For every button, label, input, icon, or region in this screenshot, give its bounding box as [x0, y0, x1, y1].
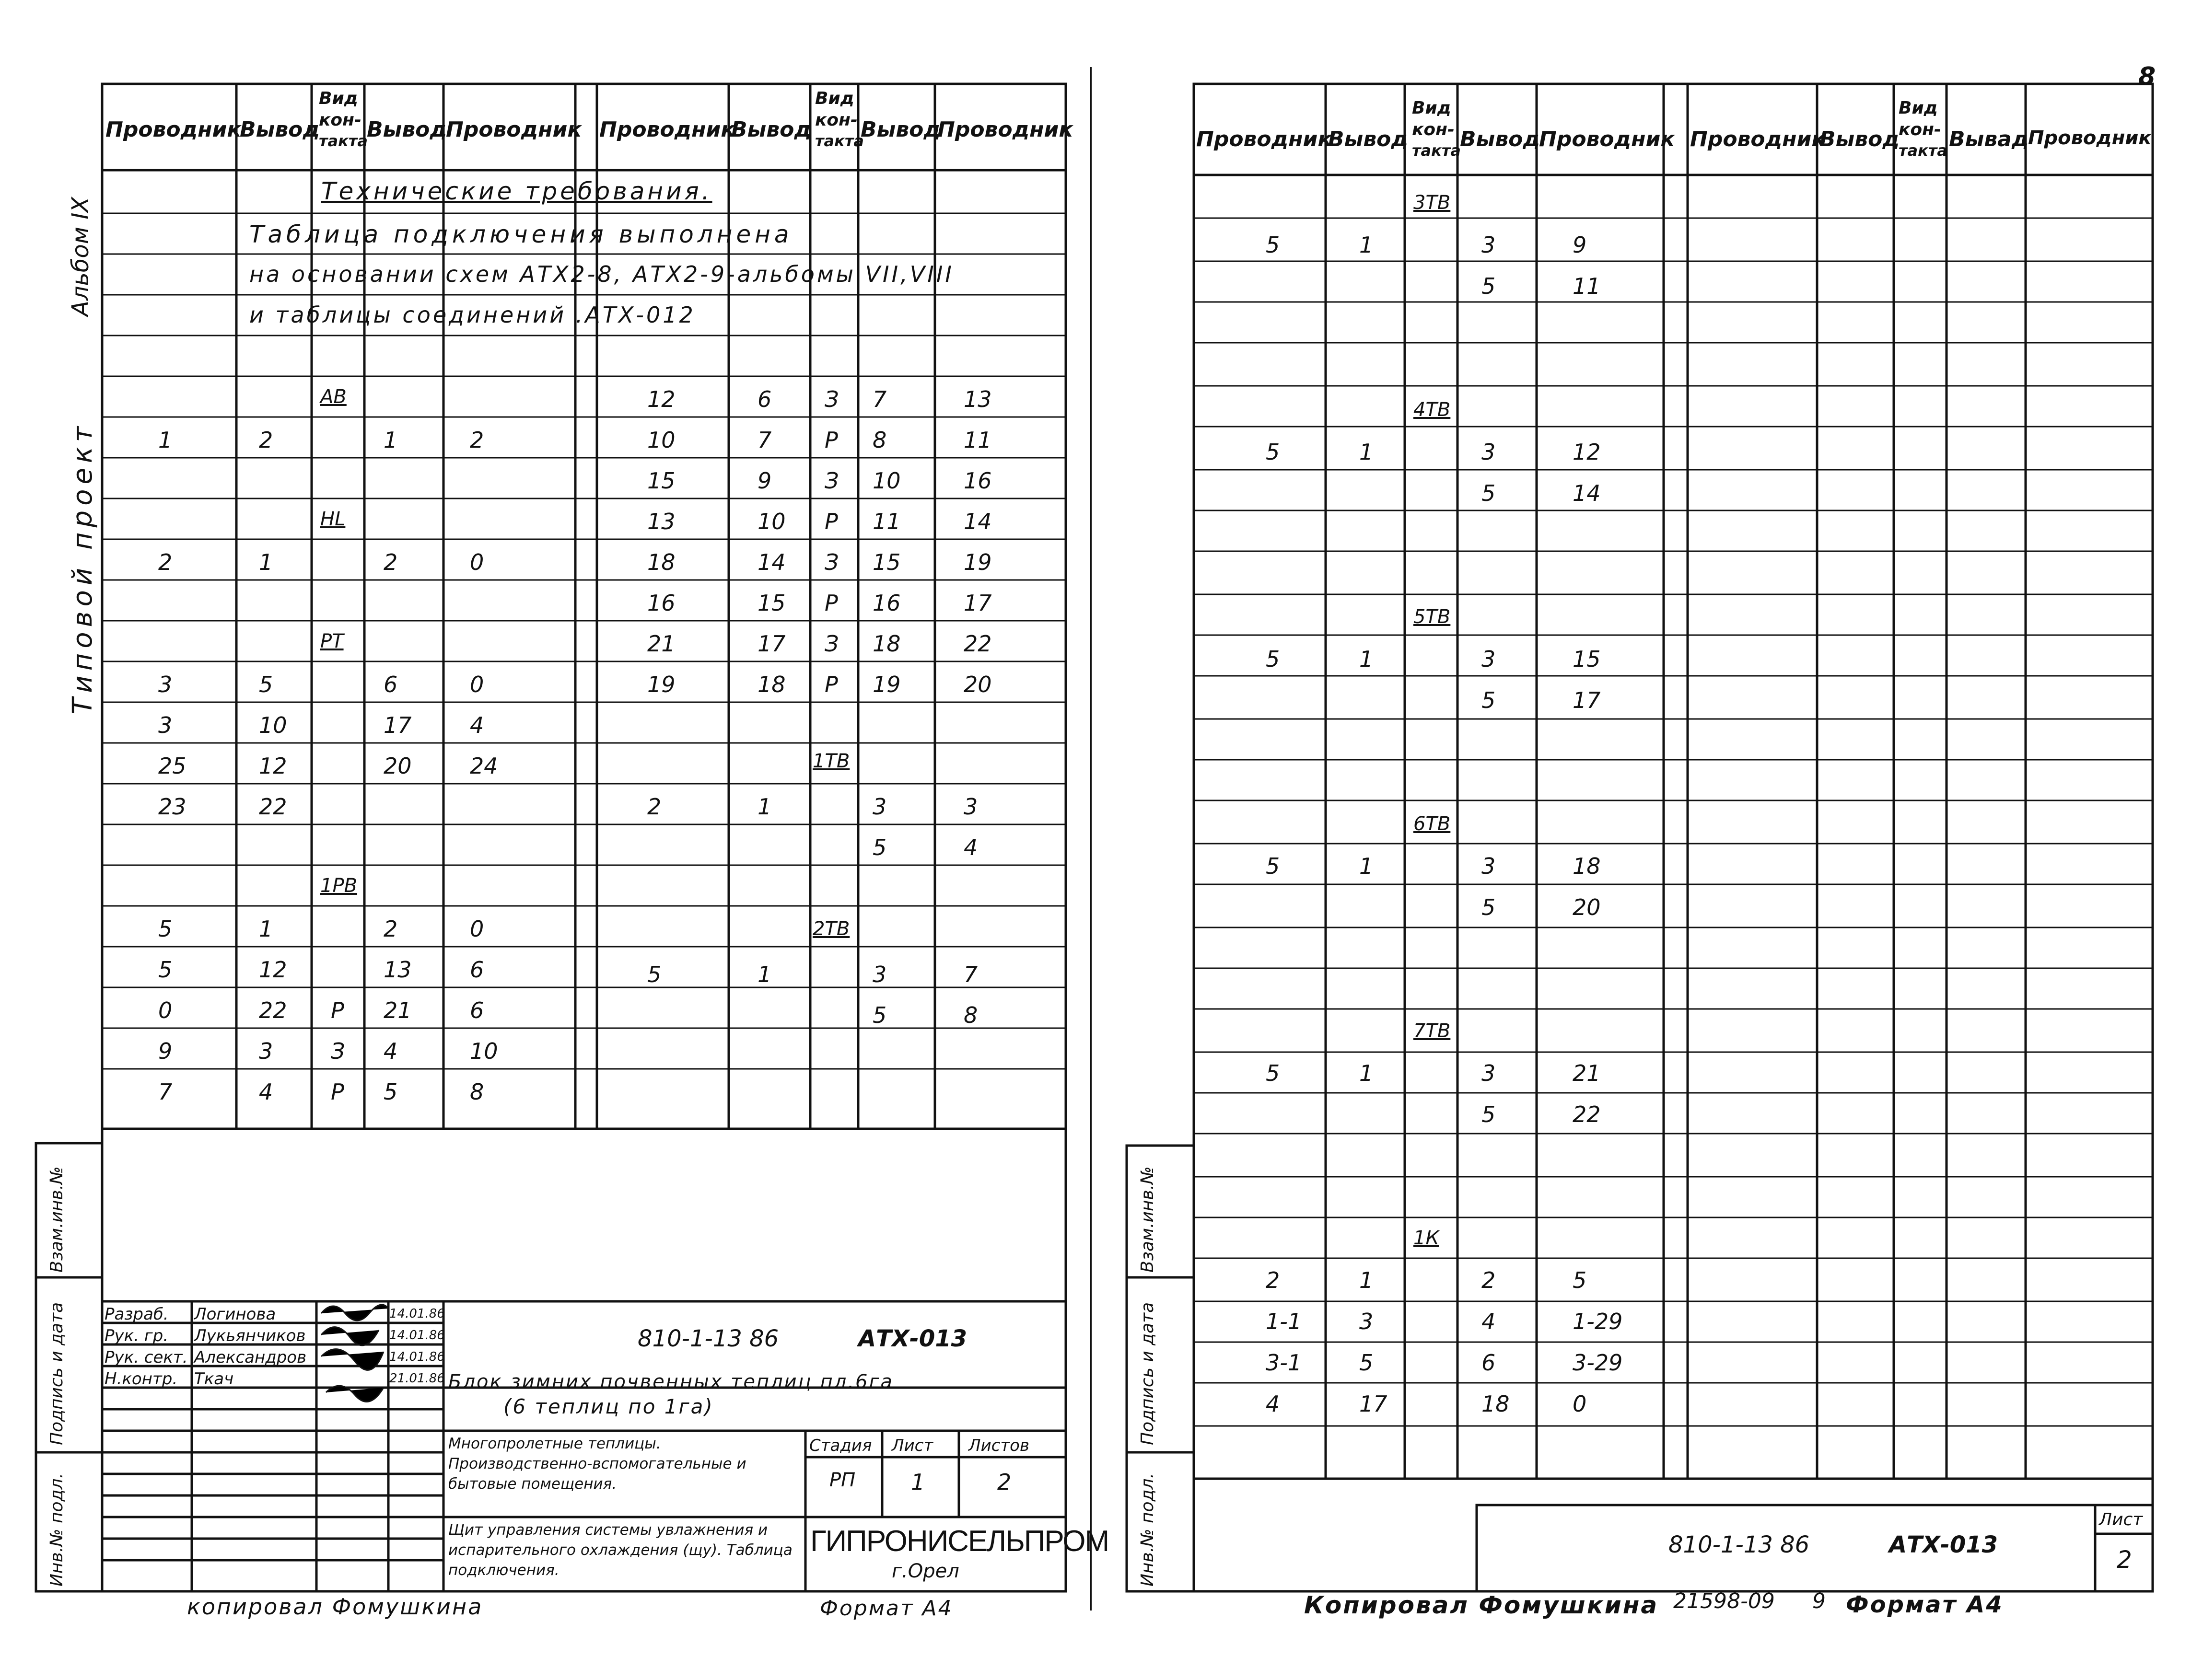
section-label: HL — [320, 508, 346, 530]
rheader-conductor-4: Проводник — [2028, 127, 2152, 149]
header-conductor-3: Проводник — [599, 117, 735, 142]
rheader-output-1: Вывод — [1328, 127, 1408, 151]
table-cell: 17 — [384, 712, 412, 738]
stamp-sheets-value: 2 — [997, 1469, 1012, 1495]
table-cell: 5 — [259, 672, 273, 697]
table-cell: Р — [825, 509, 838, 534]
table-cell: 11 — [964, 427, 992, 453]
table-cell: 11 — [873, 509, 901, 534]
stamp-title-1: Блок зимних почвенных теплиц пл.6га — [448, 1371, 894, 1393]
table-cell: 22 — [259, 997, 287, 1023]
table-cell: 16 — [964, 468, 992, 494]
table-cell: 5 — [1266, 646, 1280, 672]
table-cell: 1 — [158, 427, 173, 453]
table-cell: 5 — [873, 1002, 887, 1028]
table-cell: 9 — [158, 1038, 173, 1064]
footer-right-copied: Копировал Фомушкина — [1304, 1591, 1659, 1619]
table-cell: 5 — [1266, 232, 1280, 258]
right-stamp-doc-code: 810-1-13 86 — [1668, 1531, 1810, 1558]
table-cell: 16 — [873, 590, 901, 616]
table-cell: 5 — [1481, 687, 1496, 713]
table-cell: 8 — [873, 427, 887, 453]
table-cell: 5 — [1266, 439, 1280, 465]
table-cell: 5 — [1481, 480, 1496, 506]
table-cell: З — [825, 549, 839, 575]
tech-req-line3: и таблицы соединений .АТХ-012 — [249, 302, 696, 328]
table-cell: З — [825, 631, 839, 657]
section-label: РТ — [320, 630, 344, 652]
header-contact-type-1a: Вид — [319, 89, 358, 108]
table-cell: 19 — [647, 672, 676, 697]
footer-right-format: Формат А4 — [1846, 1591, 2004, 1618]
table-cell: 2 — [647, 794, 662, 820]
table-cell: 5 — [1266, 853, 1280, 879]
stamp-city: г.Орел — [892, 1560, 959, 1582]
section-label: АВ — [320, 386, 347, 408]
table-cell: Р — [825, 427, 838, 453]
table-cell: 13 — [647, 509, 676, 534]
rheader-contact-f: такта — [1899, 141, 1947, 160]
table-cell: 3 — [259, 1038, 273, 1064]
table-cell: 4 — [470, 712, 484, 738]
right-stamp-sheet-value: 2 — [2117, 1546, 2132, 1574]
section-label: 1РВ — [320, 875, 358, 897]
stamp-desc-1: Многопролетные теплицы. Производственно-вспомогательные и бытовые помещения. — [448, 1435, 746, 1493]
footer-right-num: 9 — [1812, 1589, 1826, 1613]
table-cell: 15 — [758, 590, 786, 616]
table-cell: 1 — [384, 427, 398, 453]
table-cell: 12 — [259, 753, 287, 779]
table-cell: 13 — [964, 386, 992, 412]
table-cell: 18 — [647, 549, 676, 575]
stamp-date: 21.01.86 — [389, 1371, 445, 1386]
table-cell: 14 — [758, 549, 786, 575]
table-cell: 3 — [1481, 646, 1496, 672]
table-cell: 4 — [964, 834, 978, 860]
table-cell: 24 — [470, 753, 498, 779]
tech-req-line2: на основании схем АТХ2-8, АТХ2-9-альбомы VII,VIII — [249, 261, 954, 287]
table-cell: 1 — [1359, 1060, 1374, 1086]
stamp-date: 14.01.86 — [389, 1328, 445, 1343]
header-conductor-2: Проводник — [446, 117, 582, 142]
table-cell: 8 — [470, 1079, 484, 1105]
table-cell: 15 — [1573, 646, 1601, 672]
table-cell: 1 — [259, 916, 273, 942]
table-cell: 7 — [964, 962, 978, 987]
table-cell: 18 — [1481, 1391, 1510, 1417]
rheader-output-4: Вывад — [1949, 127, 2029, 151]
tech-req-title: Технические требования. — [321, 177, 712, 205]
right-margin-vzam-label: Взам.инв.№ — [1138, 1166, 1157, 1273]
table-cell: 17 — [758, 631, 786, 657]
table-cell: 3-1 — [1266, 1350, 1302, 1376]
section-label: 1ТВ — [813, 750, 850, 772]
right-margin-podpis-label: Подпись и дата — [1138, 1302, 1157, 1445]
stamp-sheets-label: Листов — [968, 1436, 1030, 1455]
table-cell: 23 — [158, 794, 186, 820]
table-cell: З — [825, 468, 839, 494]
table-cell: 22 — [964, 631, 992, 657]
table-cell: 8 — [964, 1002, 978, 1028]
table-cell: 21 — [1573, 1060, 1601, 1086]
header-contact-type-2b: кон- — [815, 110, 858, 130]
table-cell: 13 — [384, 957, 412, 983]
table-cell: 7 — [873, 386, 887, 412]
table-cell: 20 — [1573, 894, 1601, 920]
rheader-conductor-3: Проводник — [1690, 127, 1826, 151]
table-cell: 4 — [1481, 1309, 1496, 1334]
table-cell: 3 — [1481, 1060, 1496, 1086]
album-label: Альбом IX — [67, 197, 94, 316]
stamp-sheet-value: 1 — [911, 1469, 925, 1495]
table-cell: 5 — [1481, 894, 1496, 920]
table-cell: 2 — [1481, 1267, 1496, 1293]
header-conductor-1: Проводник — [105, 117, 242, 142]
table-cell: 5 — [158, 916, 173, 942]
table-cell: 15 — [873, 549, 901, 575]
table-cell: 4 — [1266, 1391, 1280, 1417]
table-cell: 0 — [158, 997, 173, 1023]
table-cell: 1-1 — [1266, 1309, 1302, 1334]
header-output-3: Вывод — [731, 117, 811, 142]
table-cell: 1 — [1359, 1267, 1374, 1293]
table-cell: 3 — [1359, 1309, 1374, 1334]
section-label: 5ТВ — [1413, 606, 1451, 628]
project-label: Типовой проект — [67, 421, 98, 714]
stamp-role: Н.контр. — [105, 1369, 178, 1389]
section-label: 7ТВ — [1413, 1020, 1451, 1042]
table-cell: 17 — [964, 590, 992, 616]
table-cell: 22 — [259, 794, 287, 820]
rheader-conductor-2: Проводник — [1539, 127, 1675, 151]
section-label: 6ТВ — [1413, 813, 1451, 835]
table-cell: 5 — [1266, 1060, 1280, 1086]
table-cell: 2 — [259, 427, 273, 453]
table-cell: 12 — [647, 386, 676, 412]
table-cell: 3 — [1481, 439, 1496, 465]
table-cell: 5 — [647, 962, 662, 987]
table-cell: 2 — [1266, 1267, 1280, 1293]
table-cell: 10 — [873, 468, 901, 494]
table-cell: 25 — [158, 753, 186, 779]
section-label: 2ТВ — [813, 918, 850, 940]
table-cell: 2 — [384, 916, 398, 942]
table-cell: 3 — [964, 794, 978, 820]
table-cell: 1 — [758, 794, 772, 820]
table-cell: 0 — [470, 916, 484, 942]
header-contact-type-2c: такта — [815, 132, 864, 150]
table-cell: 20 — [384, 753, 412, 779]
rheader-contact-e: кон- — [1899, 120, 1941, 139]
stamp-sheet-label: Лист — [892, 1436, 933, 1455]
table-cell: 5 — [1481, 273, 1496, 299]
table-cell: 6 — [758, 386, 772, 412]
table-cell: 6 — [1481, 1350, 1496, 1376]
table-cell: 18 — [758, 672, 786, 697]
table-cell: 4 — [259, 1079, 273, 1105]
rheader-contact-d: Вид — [1899, 98, 1938, 118]
table-cell: 5 — [158, 957, 173, 983]
table-cell: 17 — [1573, 687, 1601, 713]
stamp-name: Логинова — [194, 1305, 276, 1324]
table-cell: 7 — [758, 427, 772, 453]
stamp-stage-value: РП — [829, 1469, 856, 1491]
table-cell: 19 — [964, 549, 992, 575]
table-cell: 1 — [1359, 439, 1374, 465]
margin-podpis-label: Подпись и дата — [47, 1302, 67, 1445]
table-cell: 7 — [158, 1079, 173, 1105]
table-cell: 15 — [647, 468, 676, 494]
table-cell: 4 — [384, 1038, 398, 1064]
right-stamp-doc-id: АТХ-013 — [1889, 1531, 1998, 1558]
table-cell: 19 — [873, 672, 901, 697]
table-cell: 5 — [1573, 1267, 1587, 1293]
stamp-name: Александров — [194, 1348, 307, 1367]
stamp-stage-label: Стадия — [809, 1436, 872, 1455]
table-cell: 5 — [384, 1079, 398, 1105]
table-cell: 0 — [1573, 1391, 1587, 1417]
stamp-role: Рук. гр. — [105, 1326, 169, 1345]
table-cell: 20 — [964, 672, 992, 697]
tech-req-line1: Таблица подключения выполнена — [249, 220, 793, 248]
table-cell: 1 — [1359, 646, 1374, 672]
table-cell: 9 — [1573, 232, 1587, 258]
stamp-date: 14.01.86 — [389, 1350, 445, 1364]
rheader-contact-a: Вид — [1412, 98, 1451, 118]
table-cell: 10 — [647, 427, 676, 453]
table-cell: 2 — [470, 427, 484, 453]
table-cell: 3 — [158, 672, 173, 697]
table-cell: 12 — [259, 957, 287, 983]
header-contact-type-1b: кон- — [319, 110, 361, 130]
rheader-output-2: Вывод — [1460, 127, 1540, 151]
header-output-4: Вывод — [861, 117, 941, 142]
table-cell: 6 — [470, 997, 484, 1023]
table-cell: 3 — [1481, 853, 1496, 879]
section-label: 4ТВ — [1413, 399, 1451, 421]
table-cell: 6 — [384, 672, 398, 697]
table-cell: 5 — [873, 834, 887, 860]
table-cell: 21 — [384, 997, 412, 1023]
table-cell: 3 — [873, 794, 887, 820]
rheader-contact-b: кон- — [1412, 120, 1455, 139]
stamp-name: Лукьянчиков — [194, 1326, 306, 1345]
table-cell: 18 — [873, 631, 901, 657]
stamp-desc-2: Щит управления системы увлажнения и испарительного охлаждения (щу). Таблица подключения. — [448, 1521, 793, 1579]
right-margin-inv-label: Инв.№ подл. — [1138, 1473, 1157, 1587]
table-cell: 18 — [1573, 853, 1601, 879]
table-cell: 6 — [470, 957, 484, 983]
table-cell: 22 — [1573, 1101, 1601, 1127]
stamp-name: Ткач — [194, 1369, 234, 1389]
table-cell: 2 — [158, 549, 173, 575]
table-cell: З — [825, 386, 839, 412]
table-cell: 9 — [758, 468, 772, 494]
section-label: 3ТВ — [1413, 192, 1451, 214]
table-cell: 16 — [647, 590, 676, 616]
stamp-date: 14.01.86 — [389, 1307, 445, 1321]
table-cell: 3 — [158, 712, 173, 738]
table-cell: 14 — [964, 509, 992, 534]
table-cell: 3-29 — [1573, 1350, 1623, 1376]
table-cell: 5 — [1481, 1101, 1496, 1127]
footer-left-format: Формат А4 — [820, 1596, 953, 1621]
rheader-contact-c: такта — [1412, 141, 1461, 160]
right-stamp-sheet-label: Лист — [2099, 1510, 2143, 1529]
stamp-role: Рук. сект. — [105, 1348, 188, 1367]
section-label: 1К — [1413, 1227, 1439, 1249]
table-cell: 3 — [873, 962, 887, 987]
table-cell: 10 — [758, 509, 786, 534]
header-contact-type-2a: Вид — [815, 89, 854, 108]
table-cell: 3 — [1481, 232, 1496, 258]
rheader-output-3: Вывод — [1819, 127, 1900, 151]
table-cell: 21 — [647, 631, 676, 657]
stamp-organization: ГИПРОНИСЕЛЬПРОМ — [810, 1525, 1109, 1558]
table-cell: 12 — [1573, 439, 1601, 465]
table-cell: 2 — [384, 549, 398, 575]
table-cell: 1-29 — [1573, 1309, 1623, 1334]
table-cell: 1 — [259, 549, 273, 575]
footer-left-copied: копировал Фомушкина — [187, 1594, 483, 1620]
header-output-1: Вывод — [240, 117, 320, 142]
footer-right-order: 21598-09 — [1673, 1589, 1775, 1613]
stamp-doc-id: АТХ-013 — [858, 1325, 967, 1352]
header-output-2: Вывод — [367, 117, 447, 142]
table-cell: Р — [825, 590, 838, 616]
margin-inv-label: Инв.№ подл. — [47, 1473, 67, 1587]
table-cell: 0 — [470, 549, 484, 575]
rheader-conductor-1: Проводник — [1196, 127, 1332, 151]
table-cell: Р — [825, 672, 838, 697]
table-cell: 0 — [470, 672, 484, 697]
table-cell: 1 — [1359, 232, 1374, 258]
stamp-doc-code: 810-1-13 86 — [638, 1325, 779, 1352]
header-conductor-4: Проводник — [937, 117, 1073, 142]
table-cell: 11 — [1573, 273, 1601, 299]
table-cell: 1 — [758, 962, 772, 987]
page-number: 8 — [2138, 62, 2156, 91]
stamp-title-2: (6 теплиц по 1га) — [503, 1395, 714, 1418]
table-cell: З — [331, 1038, 345, 1064]
margin-vzam-label: Взам.инв.№ — [47, 1166, 67, 1273]
table-cell: 14 — [1573, 480, 1601, 506]
table-cell: 5 — [1359, 1350, 1374, 1376]
stamp-role: Разраб. — [105, 1305, 169, 1324]
table-cell: Р — [331, 997, 344, 1023]
header-contact-type-1c: такта — [319, 132, 368, 150]
table-cell: Р — [331, 1079, 344, 1105]
table-cell: 1 — [1359, 853, 1374, 879]
table-cell: 10 — [470, 1038, 498, 1064]
table-cell: 10 — [259, 712, 287, 738]
table-cell: 17 — [1359, 1391, 1387, 1417]
